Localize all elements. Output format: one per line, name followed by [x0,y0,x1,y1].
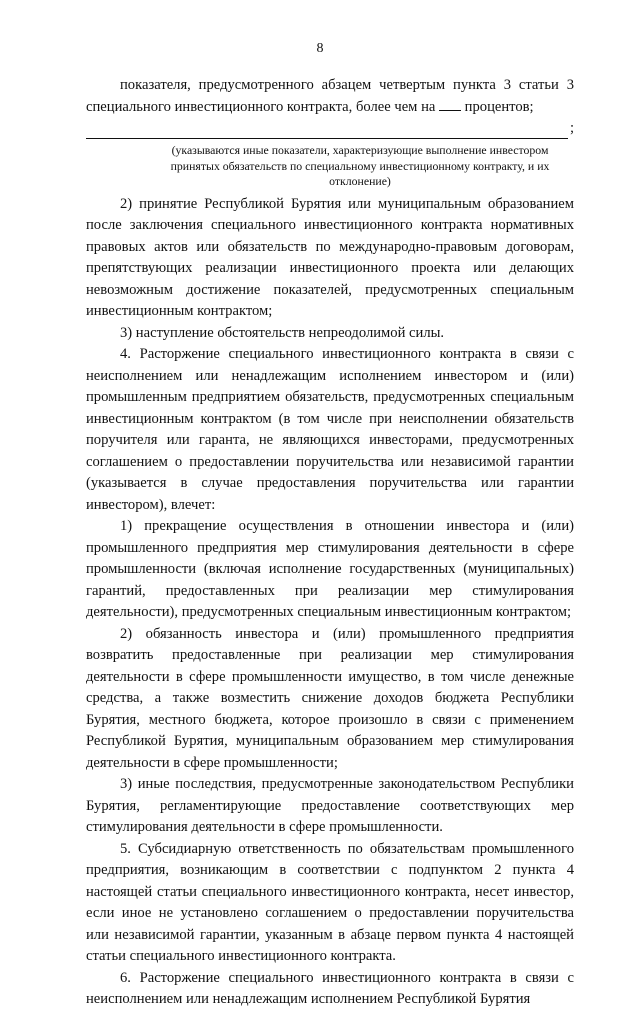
paragraph: 3) иные последствия, предусмотренные законодательством Республики Бурятия, регламентирующие предоставление соответствующих мер стимулирования деятельности в сфере промышленности. [86,776,574,835]
paragraph: 2) обязанность инвестора и (или) промышленного предприятия возвратить предоставленные при реализации мер стимулирования деятельности в сфере промышленности имущество, в том числе денежные средства, а также возместить снижение доходов бюджета Республики Бурятия, местного бюджета, которое произошло в связи с применением Республикой Бурятия, муниципальным образованием мер стимулирования деятельности в сфере промышленности; [86,625,574,771]
field-hint-note: (указываются иные показатели, характеризующие выполнение инвестором принятых обязательств по специальному инвестиционному контракту, и их отклонение) [170,143,550,188]
intro-text-end: процентов; [464,98,534,115]
paragraph: 6. Расторжение специального инвестиционного контракта в связи с неисполнением или ненадлежащим исполнением Республикой Бурятия [86,969,574,1007]
page-number: 8 [316,41,324,56]
fill-in-rule [86,124,568,139]
fill-in-semicolon: ; [569,119,574,136]
intro-text: показателя, предусмотренного абзацем четвертым пункта 3 статьи 3 специального инвестиционного контракта, более чем на [86,77,574,115]
paragraph: 1) прекращение осуществления в отношении инвестора и (или) промышленного предприятия мер стимулирования деятельности в сфере промышленности (включая исполнение государственных (муниципальных) гарантий, предоставленных при реализации мер стимулирования деятельности), предусмотренных специальным инвестиционным контрактом; [86,518,574,620]
intro-paragraph [86,75,574,118]
document-body [86,75,574,1011]
paragraph: 2) принятие Республикой Бурятия или муниципальным образованием после заключения специального инвестиционного контракта нормативных правовых актов или обязательств по международно-правовым договорам, препятствующих реализации инвестиционного проекта или делающих невозможным достижение показателей, предусмотренных специальным инвестиционным контрактом; [86,195,574,319]
paragraph: 4. Расторжение специального инвестиционного контракта в связи с неисполнением или ненадлежащим исполнением инвестором и (или) промышленным предприятием обязательств, предусмотренных специальным инвестиционным контрактом (в том числе при неисполнении обязательств поручителя или гаранта, не являющихся инвесторами, предусмотренных соглашением о предоставлении поручительства или независимой гарантии (указывается в случае предоставления поручительства или гарантии инвестором), влечет: [86,346,574,513]
paragraph: 5. Субсидиарную ответственность по обязательствам промышленного предприятия, возникающим в соответствии с подпунктом 2 пункта 4 настоящей статьи специального инвестиционного контракта, несет инвестор, если иное не установлено соглашением о предоставлении поручительства или независимой гарантии, указанным в абзаце первом пункта 4 настоящей статьи специального инвестиционного контракта. [86,840,574,964]
paragraph: 3) наступление обстоятельств непреодолимой силы. [120,324,445,341]
percent-blank [439,98,461,111]
fill-in-line [86,120,574,139]
